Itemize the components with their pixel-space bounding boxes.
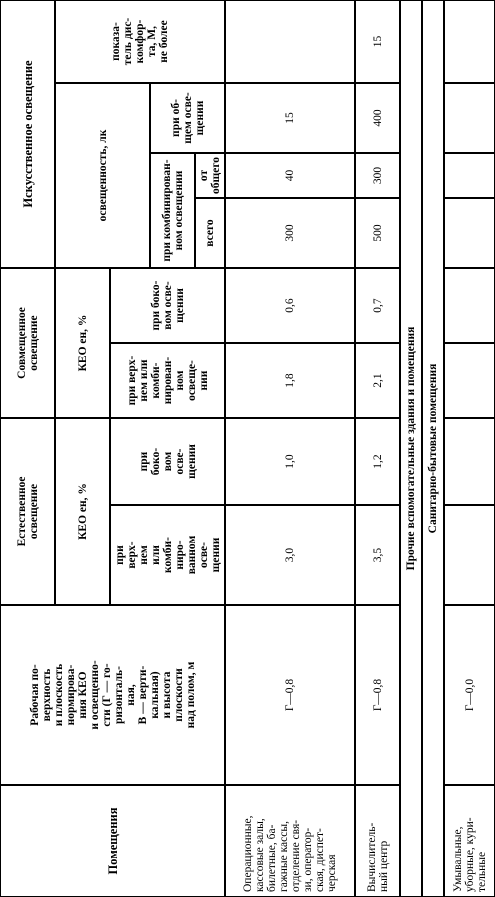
row3-surface: Г—0,0 — [444, 605, 495, 785]
row1-combined-side: 0,6 — [225, 268, 355, 343]
row1-combined-top: 1,8 — [225, 343, 355, 418]
row3-combined-top — [444, 343, 495, 418]
section-sanitary: Санитарно-бытовые помещения — [422, 0, 444, 897]
row2-combined-top: 2,1 — [355, 343, 400, 418]
header-surface: Рабочая по- верхность и плоскость нормирова- ния КЕО и освещенно- сти (Г — го- ризонталь- ная, В — верти- кальная) и высота плоскости над полом, м — [0, 605, 225, 785]
header-illuminance: освещенность, лк — [55, 83, 150, 268]
header-from-general: от общего — [195, 153, 225, 198]
header-discomfort: показа- тель дис- комфор- та, М, не более — [55, 0, 225, 83]
row3-natural-top — [444, 505, 495, 605]
header-combined-side: при боко- вом осве- щении — [110, 268, 225, 343]
ripple-column — [437, 0, 495, 225]
row2-general: 400 — [355, 83, 400, 153]
header-artificial-lighting: Искусственное освещение — [0, 0, 55, 268]
row2-surface: Г—0,8 — [355, 605, 400, 785]
header-combined-keo: КЕО eн, % — [55, 268, 110, 418]
section-other-premises: Прочие вспомогательные здания и помещения — [400, 0, 422, 897]
header-combined-lighting: Совмещенное освещение — [0, 268, 55, 418]
header-room: Помещения — [0, 785, 225, 897]
row1-room: Операционные, кассовые залы, билетные, ба- гажные кассы, отделение свя- зи, оператор- ская, диспет- черская — [225, 785, 355, 897]
header-natural-keo: КЕО eн, % — [55, 418, 110, 605]
header-total: всего — [195, 198, 225, 268]
header-combined-top: при верх- нем или комби- нирован- ном освеще- нии — [110, 343, 225, 418]
row3-combined-side — [444, 268, 495, 343]
row1-from-general: 40 — [225, 153, 355, 198]
row1-general: 15 — [225, 83, 355, 153]
row1-natural-side: 1,0 — [225, 418, 355, 505]
row2-combined-side: 0,7 — [355, 268, 400, 343]
row1-total: 300 — [225, 198, 355, 268]
header-general-illumination: при об- щем осве- щении — [150, 83, 225, 153]
header-natural-top: при верх- нем или комби- ниро- ванном осве- щении — [110, 505, 225, 605]
row1-discomfort — [225, 0, 355, 83]
row2-natural-side: 1,2 — [355, 418, 400, 505]
row2-from-general: 300 — [355, 153, 400, 198]
header-natural-lighting: Естественное освещение — [0, 418, 55, 605]
row2-room: Вычислитель- ный центр — [355, 785, 400, 897]
row2-total: 500 — [355, 198, 400, 268]
header-natural-side: при боко- вом осве- щении — [110, 418, 225, 505]
row3-room: Умывальные, уборные, кури- тельные — [444, 785, 495, 897]
row1-natural-top: 3,0 — [225, 505, 355, 605]
row3-natural-side — [444, 418, 495, 505]
row1-surface: Г—0,8 — [225, 605, 355, 785]
row2-natural-top: 3,5 — [355, 505, 400, 605]
row2-discomfort: 15 — [355, 0, 400, 83]
header-combined-illumination: при комбинирован- ном освещении — [150, 153, 195, 268]
